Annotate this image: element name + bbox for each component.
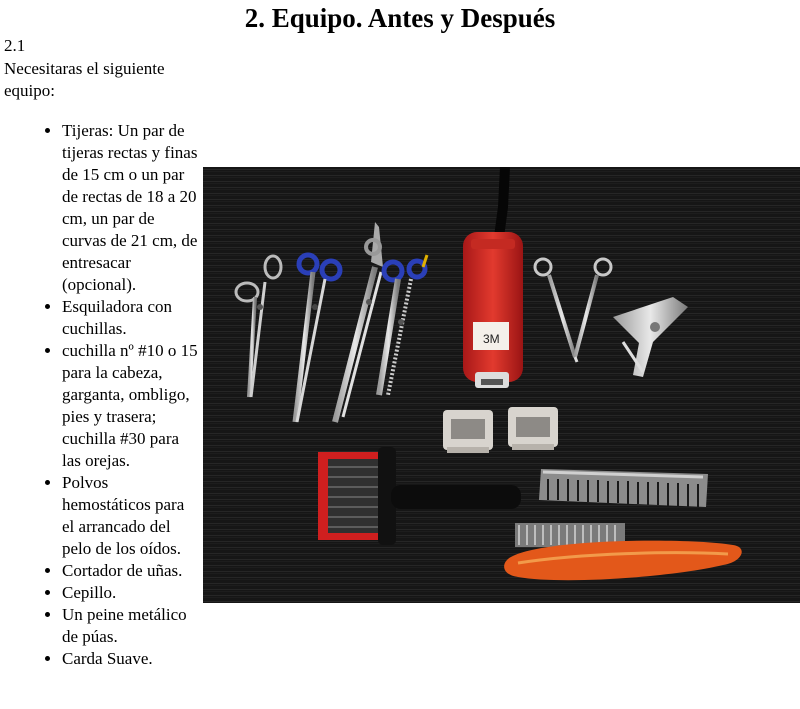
clipper-label: 3M <box>483 332 500 346</box>
intro-text: Necesitaras el siguiente equipo: <box>4 59 165 100</box>
list-item: • Un peine metálico de púas. <box>62 604 200 648</box>
list-item: • Cepillo. <box>62 582 200 604</box>
equipment-list <box>0 120 200 670</box>
list-item: • Tijeras: Un par de tijeras rectas y finas de 15 cm o un par de rectas de 18 a 20 cm, un par de curvas de 21 cm, de entresacar (opcional). <box>62 120 200 296</box>
list-item: • Polvos hemostáticos para el arrancado del pelo de los oídos. <box>62 472 200 560</box>
list-item: • Esquiladora con cuchillas. <box>62 296 200 340</box>
clipper <box>463 232 523 388</box>
page-title: 2. Equipo. Antes y Después <box>244 3 556 33</box>
equipment-photo <box>203 167 800 603</box>
list-item: • Cortador de uñas. <box>62 560 200 582</box>
list-item: • cuchilla nº #10 o 15 para la cabeza, garganta, ombligo, pies y trasera; cuchilla #30 para las orejas. <box>62 340 200 472</box>
list-item: • Carda Suave. <box>62 648 200 670</box>
clipper-cord <box>499 167 505 237</box>
section-number: 2.1 <box>4 36 26 55</box>
